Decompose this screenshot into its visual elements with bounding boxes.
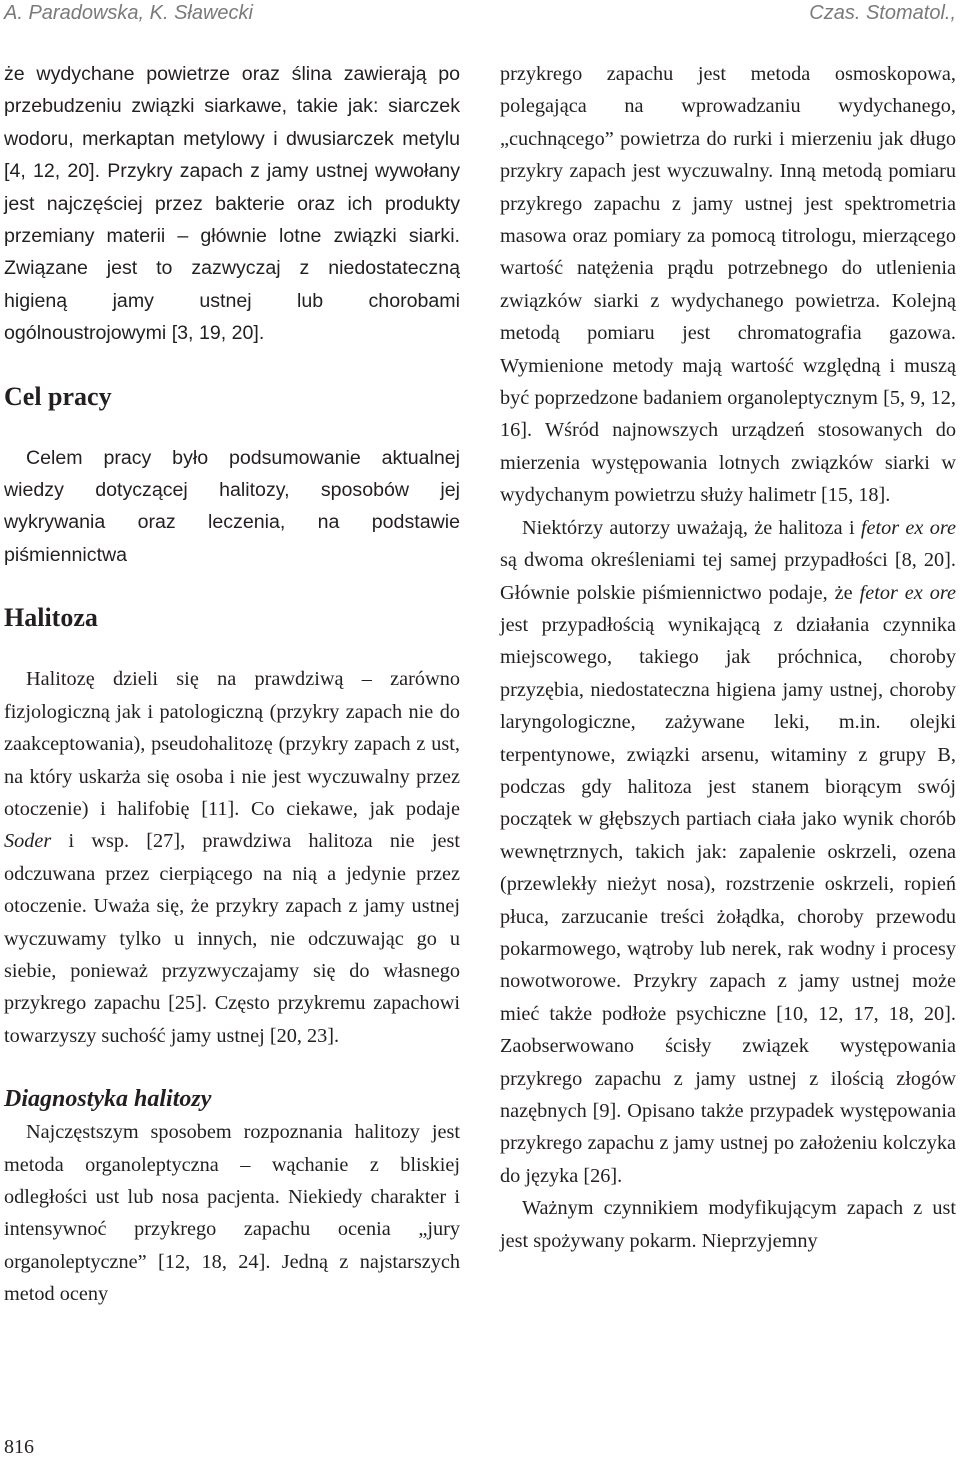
halitoza-italic-author: Soder (4, 830, 52, 853)
right-paragraph-2 (500, 512, 956, 1193)
halitoza-text-part-2: i wsp. [27], prawdziwa halitoza nie jest odczuwana przez cierpiącego na nią a jedynie przez otoczenie. Uważa się, że przykry zapach z jamy ustnej wyczuwamy tylko u innych, nie odczuwając go u siebie, ponieważ przyzwyczajamy się do własnego przykrego zapachu [25]. Często przykremu zapachowi towarzyszy suchość jamy ustnej [20, 23]. (4, 830, 460, 1047)
section-heading-diagnostyka: Diagnostyka halitozy (4, 1086, 212, 1113)
page-number: 816 (4, 1436, 34, 1458)
right-p2-part-c: jest przypadłością wynikającą z działania czynnika miejscowego, takiego jak próchnica, choroby przyzębia, niedostateczna higiena jamy ustnej, choroby laryngologiczne, zażywane leki, m.in. olejki terpentynowe, związki arsenu, witaminy z grupy B, podczas gdy halitoza jest stanem biorącym swój początek w głębszych partiach ciała jako wynik chorób wewnętrznych, takich jak: zapalenie oskrzeli, ozena (przewlekły nieżyt nosa), rozstrzenie oskrzeli, ropień płuca, zarzucanie treści żołądka, choroby przewodu pokarmowego, wątroby lub nerek, rak wodny i procesy nowotworowe. Przykry zapach z jamy ustnej może mieć także podłoże psychiczne [10, 12, 17, 18, 20]. Zaobserwowano ścisły związek występowania przykrego zapachu z jamy ustnej z ilością złogów nazębnych [9]. Opisano także przypadek występowania przykrego zapachu z jamy ustnej po założeniu kolczyka do języka [26]. (500, 613, 956, 1187)
intro-paragraph: że wydychane powietrze oraz ślina zawierają po przebudzeniu związki siarkawe, takie jak: siarczek wodoru, merkaptan metylowy i dwusiarczek metylu [4, 12, 20]. Przykry zapach z jamy ustnej wywołany jest najczęściej przez bakterie oraz ich produkty przemiany materii – głównie lotne związki siarki. Związane jest to zazwyczaj z niedostateczną higieną jamy ustnej lub chorobami ogólnoustrojowymi [3, 19, 20]. (4, 63, 460, 345)
header-journal: Czas. Stomatol., (809, 2, 956, 24)
right-p2-part-a: Niektórzy autorzy uważają, że halitoza i (522, 516, 861, 539)
right-paragraph-1: przykrego zapachu jest metoda osmoskopowa, polegająca na wprowadzaniu wydychanego, „cuchnącego” powietrza do rurki i mierzeniu jak długo przykry zapach jest wyczuwalny. Inną metodą pomiaru przykrego zapachu z jamy ustnej jest spektrometria masowa oraz pomiary za pomocą titrologu, mierzącego wartość natężenia prądu potrzebnego do utlenienia związków siarki z wydychanego powietrza. Kolejną metodą pomiaru jest chromatografia gazowa. Wymienione metody mają wartość względną i muszą być poprzedzone badaniem organoleptycznym [5, 9, 12, 16]. Wśród najnowszych urządzeń stosowanych do mierzenia występowania lotnych związków siarki w wydychanym powietrzu służy halimetr [15, 18]. (500, 63, 956, 507)
right-paragraph-3: Ważnym czynnikiem modyfikującym zapach z ust jest spożywany pokarm. Nieprzyjemny (500, 1197, 956, 1252)
running-header (4, 0, 956, 28)
halitoza-text-part-1: Halitozę dzieli się na prawdziwą – zarówno fizjologiczną jak i patologiczną (przykry zapach nie do zaakceptowania), pseudohalitozę (przykry zapach z ust, na który uskarża się osoba i nie jest wyczuwalny przez otoczenie) i halifobię [11]. Co ciekawe, jak podaje (4, 668, 460, 820)
left-column (4, 58, 460, 1311)
diagnostyka-paragraph: Najczęstszym sposobem rozpoznania halitozy jest metoda organoleptyczna – wąchanie z bliskiej odległości ust lub nosa pacjenta. Niekiedy charakter i intensywnoć przykrego zapachu ocenia „jury organoleptyczne” [12, 18, 24]. Jedną z najstarszych metod oceny (4, 1121, 460, 1306)
right-p2-italic-1: fetor ex ore (860, 516, 956, 539)
section-heading-halitoza: Halitoza (4, 603, 98, 633)
header-authors: A. Paradowska, K. Sławecki (4, 2, 253, 24)
halitoza-paragraph (4, 663, 460, 1052)
right-column (500, 58, 956, 1257)
section-heading-cel-pracy: Cel pracy (4, 381, 112, 411)
cel-pracy-paragraph: Celem pracy było podsumowanie aktualnej wiedzy dotyczącej halitozy, sposobów jej wykrywania oraz leczenia, na podstawie piśmiennictwa (4, 446, 460, 566)
right-p2-italic-2: fetor ex ore (859, 581, 957, 604)
right-p2-part-b: są dwoma określeniami tej samej przypadłości [8, 20]. Głównie polskie piśmiennictwo podaje, że (500, 549, 956, 604)
